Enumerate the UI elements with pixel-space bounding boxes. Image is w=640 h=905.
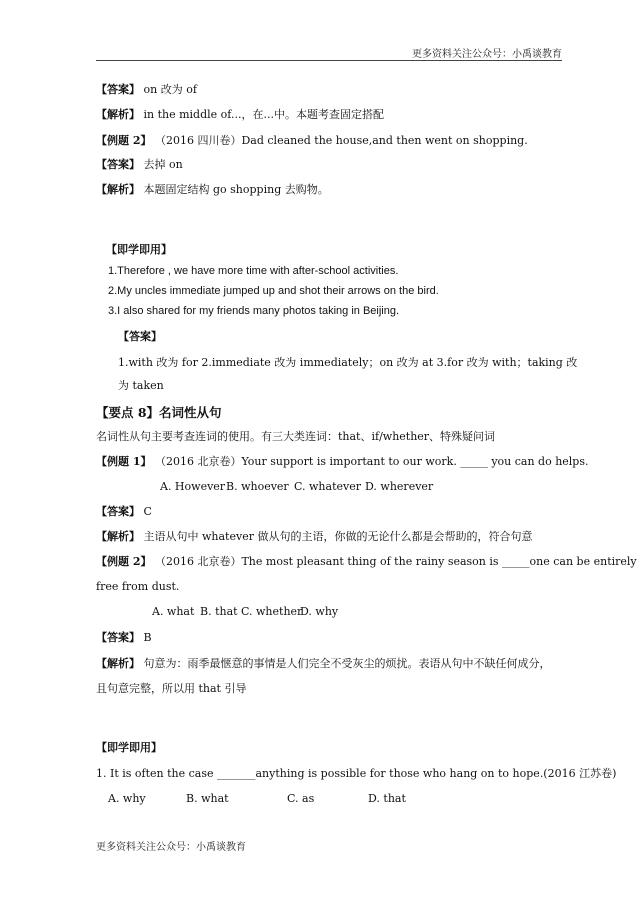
option: D. why	[300, 605, 339, 618]
practice-heading: 【即学即用】	[106, 244, 172, 256]
explanation-line	[96, 530, 532, 544]
answer-line	[96, 631, 152, 645]
explanation-tag: 【解析】	[96, 530, 140, 543]
explanation-line	[96, 657, 551, 671]
option: B. that	[200, 605, 238, 618]
answer-tag: 【答案】	[96, 83, 140, 96]
answer-text: B	[143, 631, 152, 644]
page-header-text: 更多资料关注公众号：小禹谈教育	[412, 49, 562, 60]
page-footer-text: 更多资料关注公众号：小禹谈教育	[96, 842, 246, 853]
option: A. However	[160, 480, 226, 493]
option: C. whether	[241, 605, 303, 618]
option: B. what	[186, 792, 229, 805]
example-tag: 【例题 1】	[96, 455, 152, 468]
answer-text: on 改为 of	[143, 83, 197, 96]
answer-line	[96, 158, 183, 172]
example-text: （2016 北京卷）The most pleasant thing of the rainy season is _____one can be entirely	[154, 555, 637, 568]
example-line	[96, 134, 528, 148]
explanation-text: 主语从句中 whatever 做从句的主语，你做的无论什么都是会帮助的，符合句意	[143, 530, 533, 543]
practice-heading: 【即学即用】	[96, 741, 162, 754]
example-line	[96, 455, 589, 469]
explanation-text: in the middle of...，在...中。本题考查固定搭配	[143, 108, 384, 121]
option: B. whoever	[226, 480, 289, 493]
example-text: （2016 北京卷）Your support is important to our work. _____ you can do helps.	[154, 455, 589, 468]
explanation-line	[96, 108, 384, 122]
answer-line	[96, 505, 152, 519]
answer-text: 去掉 on	[143, 158, 183, 171]
section-title: 【要点 8】名词性从句	[96, 405, 222, 420]
option: A. what	[152, 605, 195, 618]
option: A. why	[108, 792, 146, 805]
option: C. whatever	[294, 480, 361, 493]
header-rule	[96, 60, 562, 61]
example-text-continued: free from dust.	[96, 580, 180, 593]
answer-tag: 【答案】	[96, 158, 140, 171]
answer-line: 1.with 改为 for 2.immediate 改为 immediately；on 改为 at 3.for 改为 with；taking 改	[118, 356, 578, 369]
answer-tag: 【答案】	[96, 631, 140, 644]
explanation-line	[96, 183, 329, 197]
practice-item: 3.I also shared for my friends many photos taking in Beijing.	[108, 305, 400, 317]
answer-line	[96, 83, 197, 97]
explanation-tag: 【解析】	[96, 657, 140, 670]
explanation-text-continued: 且句意完整，所以用 that 引导	[96, 682, 247, 695]
explanation-text: 本题固定结构 go shopping 去购物。	[143, 183, 329, 196]
section-intro: 名词性从句主要考查连词的使用。有三大类连词：that、if/whether、特殊疑问词	[96, 430, 496, 443]
practice-item: 1.Therefore , we have more time with after-school activities.	[108, 265, 399, 277]
answer-tag: 【答案】	[96, 505, 140, 518]
explanation-tag: 【解析】	[96, 183, 140, 196]
answer-line: 为 taken	[118, 379, 164, 392]
example-tag: 【例题 2】	[96, 134, 152, 147]
example-line	[96, 555, 637, 569]
answer-text: C	[143, 505, 152, 518]
practice-item: 2.My uncles immediate jumped up and shot their arrows on the bird.	[108, 285, 439, 297]
option: D. that	[368, 792, 406, 805]
answer-heading: 【答案】	[118, 331, 162, 343]
practice-question: 1. It is often the case _______anything is possible for those who hang on to hope.(2016 江苏卷)	[96, 767, 617, 780]
option: C. as	[287, 792, 315, 805]
example-text: （2016 四川卷）Dad cleaned the house,and then went on shopping.	[154, 134, 528, 147]
explanation-tag: 【解析】	[96, 108, 140, 121]
example-tag: 【例题 2】	[96, 555, 152, 568]
explanation-text: 句意为：雨季最惬意的事情是人们完全不受灰尘的烦扰。表语从句中不缺任何成分，	[143, 657, 551, 670]
option: D. wherever	[365, 480, 434, 493]
